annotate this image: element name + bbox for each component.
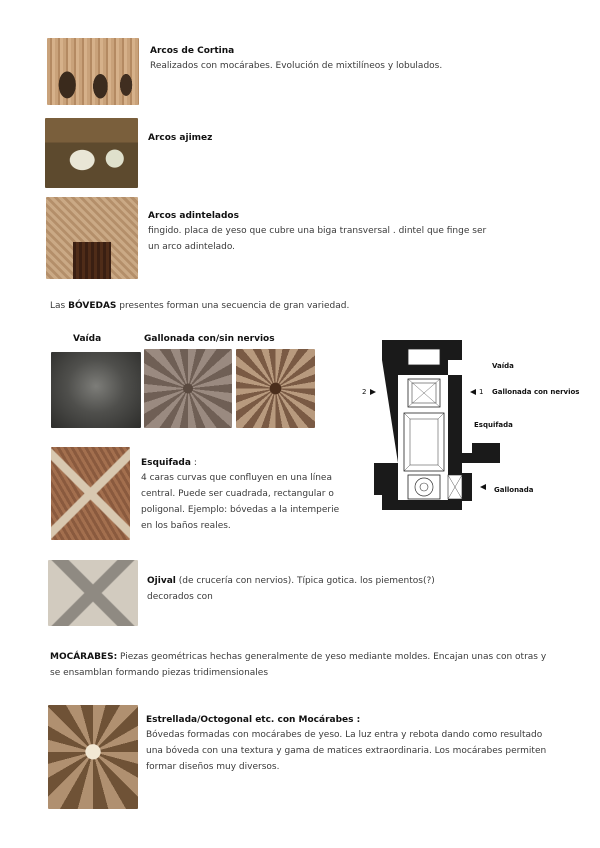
arcos-adintelados-desc-1: fingido. placa de yeso que cubre una biga transversal . dintel que finge ser [148, 226, 487, 236]
plan-marker-left: 2 [362, 388, 367, 396]
mocarabes-line-2: se ensamblan formando piezas tridimensionales [50, 668, 269, 678]
ojival-line1-rest: (de crucería con nervios). Típica gotica. los piementos(?) [175, 576, 435, 586]
estrellada-title: Estrellada/Octogonal etc. con Mocárabes : [146, 715, 361, 725]
plan-marker-right: 1 [479, 388, 484, 396]
arcos-ajimez-title: Arcos ajimez [148, 133, 213, 143]
plan-label-gallonada: Gallonada [494, 486, 534, 494]
estrellada-line-1: Bóvedas formadas con mocárabes de yeso. La luz entra y rebota dando como resultado [146, 730, 543, 740]
arcos-ajimez-photo [45, 118, 138, 188]
mocarabes-title: MOCÁRABES: [50, 652, 118, 662]
esquifada-heading [141, 457, 197, 471]
esquifada-line-4: en los baños reales. [141, 521, 231, 531]
bovedas-intro [50, 300, 349, 314]
arcos-adintelados-photo [46, 197, 138, 279]
plan-label-vaida: Vaída [492, 362, 514, 370]
door-detail [73, 242, 111, 279]
gallonada-photo-2 [236, 349, 315, 428]
esquifada-line-1: 4 caras curvas que confluyen en una línea [141, 473, 332, 483]
esquifada-line-2: central. Puede ser cuadrada, rectangular o [141, 489, 334, 499]
plan-label-esquifada: Esquifada [474, 421, 513, 429]
arcos-cortina-desc: Realizados con mocárabes. Evolución de mixtilíneos y lobulados. [150, 61, 443, 71]
estrellada-photo [48, 705, 138, 809]
esquifada-photo [51, 447, 130, 540]
plan-label-gallonada-nervios: Gallonada con nervios [492, 388, 580, 396]
ojival-line-2: decorados con [147, 592, 213, 602]
mocarabes-line-1 [50, 651, 546, 665]
esquifada-title: Esquifada [141, 458, 191, 468]
arcos-adintelados-desc-2: un arco adintelado. [148, 242, 236, 252]
caption-vaida: Vaída [73, 334, 102, 344]
vaida-photo [51, 352, 141, 428]
arcos-cortina-title: Arcos de Cortina [150, 46, 235, 56]
ojival-title: Ojival [147, 576, 176, 586]
gallonada-photo-1 [144, 349, 232, 428]
floor-plan-svg [352, 335, 592, 515]
floor-plan-diagram [352, 335, 592, 515]
mocarabes-line1-rest: Piezas geométricas hechas generalmente de yeso mediante moldes. Encajan unas con otras y [117, 652, 547, 662]
bovedas-bold: BÓVEDAS [68, 301, 117, 311]
estrellada-line-3: formar diseños muy diversos. [146, 762, 280, 772]
esquifada-line-3: poligonal. Ejemplo: bóvedas a la intemperie [141, 505, 340, 515]
ojival-photo [48, 560, 138, 626]
bovedas-suffix: presentes forman una secuencia de gran variedad. [116, 301, 350, 311]
caption-gallonada: Gallonada con/sin nervios [144, 334, 275, 344]
ojival-line-1 [147, 575, 435, 589]
esquifada-suffix: : [190, 458, 197, 468]
arcos-cortina-photo [47, 38, 139, 105]
estrellada-line-2: una bóveda con una textura y gama de matices extraordinaria. Los mocárabes permiten [146, 746, 547, 756]
arcos-adintelados-title: Arcos adintelados [148, 211, 239, 221]
bovedas-prefix: Las [50, 301, 69, 311]
